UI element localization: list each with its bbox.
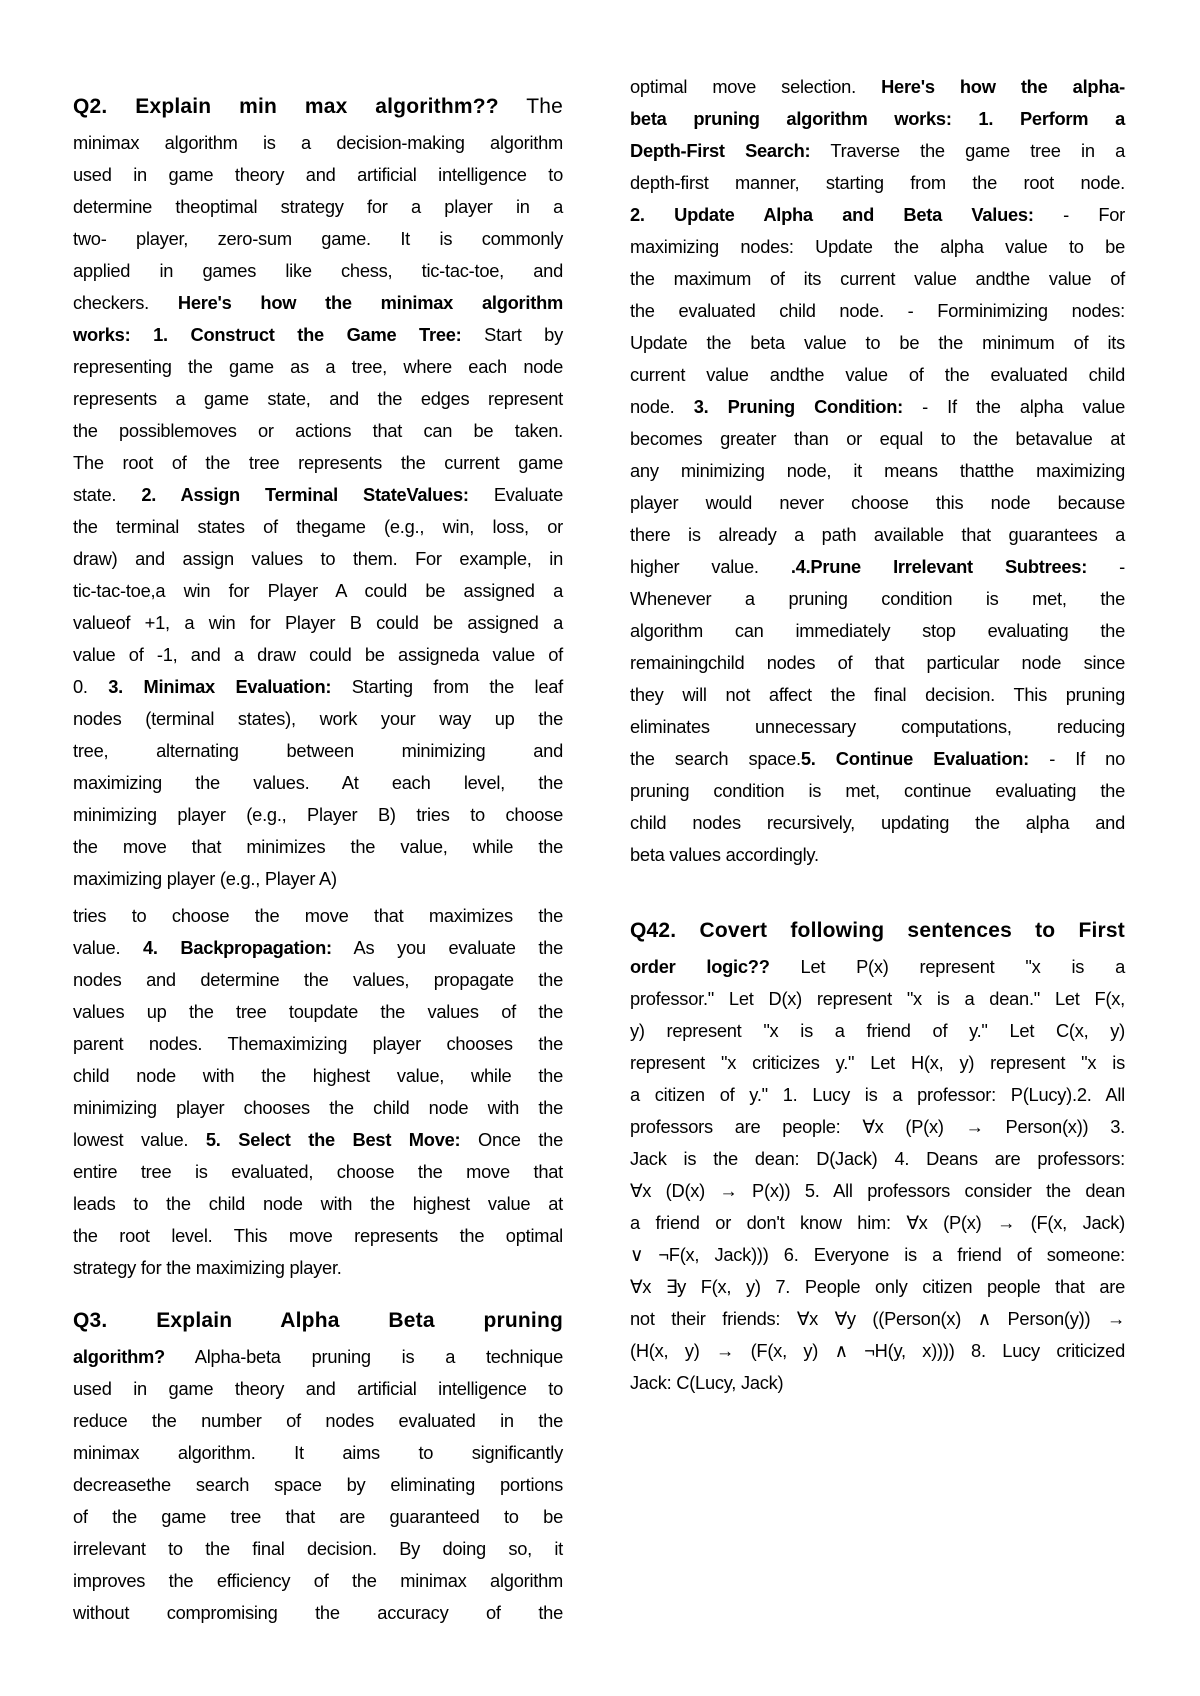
body-text: minimizing player chooses the child node with the [73,1097,563,1118]
text-line [73,575,563,607]
body-text: minimizing player (e.g., Player B) tries to choose [73,804,563,825]
bold-text: 5. Continue Evaluation: [800,748,1030,769]
body-text: The [498,95,563,118]
body-text: ∀x (D(x) → P(x)) 5. All professors consider the dean [630,1180,1125,1201]
text-line [630,199,1125,231]
body-text: a citizen of y." 1. Lucy is a professor: P(Lucy).2. All [630,1084,1125,1105]
text-line [73,223,563,255]
body-text: represent "x criticizes y." Let H(x, y) represent "x is [630,1052,1125,1073]
body-text: Alpha-beta pruning is a technique [164,1346,563,1367]
body-text: becomes greater than or equal to the betavalue at [630,428,1125,449]
body-text: professor." Let D(x) represent "x is a dean." Let F(x, [630,988,1125,1009]
body-text: eliminates unnecessary computations, reducing [630,716,1125,737]
body-text: ∨ ¬F(x, Jack))) 6. Everyone is a friend of someone: [630,1244,1125,1265]
body-text: maximizing player (e.g., Player A) [73,868,337,889]
bold-text: Q2. Explain min max algorithm?? [73,95,499,118]
bold-text: Here's how the minimax algorithm [177,292,563,313]
text-line [73,1124,563,1156]
bold-text: 2. Update Alpha and Beta Values: [630,204,1034,225]
text-line [630,583,1125,615]
body-text: (H(x, y) → (F(x, y) ∧ ¬H(y, x)))) 8. Lucy criticized [630,1340,1125,1361]
bold-text: Depth-First Search: [630,140,811,161]
body-text: node. [630,396,694,417]
text-line [630,775,1125,807]
text-line [73,767,563,799]
text-line [630,951,1125,983]
body-text: - If no [1029,748,1125,769]
text-line [73,1220,563,1252]
text-line [630,1239,1125,1271]
body-text: valueof +1, a win for Player B could be assigned a [73,612,563,633]
body-text: the evaluated child node. - Forminimizing nodes: [630,300,1125,321]
body-text: decreasethe search space by eliminating portions [73,1474,563,1495]
body-text: algorithm can immediately stop evaluating the [630,620,1125,641]
bold-text: 4. Backpropagation: [142,937,332,958]
text-line [73,511,563,543]
text-line [73,1501,563,1533]
text-line [630,359,1125,391]
q2-continuation [73,900,563,1284]
text-line [73,1060,563,1092]
text-line [630,1367,1125,1399]
body-text: pruning condition is met, continue evaluating the [630,780,1125,801]
q3-continuation [630,71,1125,871]
text-line [73,1341,563,1373]
text-line [630,487,1125,519]
body-text: any minimizing node, it means thatthe maximizing [630,460,1125,481]
bold-text: 2. Assign Terminal StateValues: [141,484,469,505]
body-text: a friend or don't know him: ∀x (P(x) → (F(x, Jack) [630,1212,1125,1233]
body-text: improves the efficiency of the minimax algorithm [73,1570,563,1591]
text-line [73,932,563,964]
body-text: the root level. This move represents the optimal [73,1225,563,1246]
text-line [73,287,563,319]
text-line [73,1373,563,1405]
text-line [73,831,563,863]
bold-text: 3. Pruning Condition: [693,396,903,417]
text-line [73,799,563,831]
body-text: Update the beta value to be the minimum of its [630,332,1125,353]
body-text: ∀x ∃y F(x, y) 7. People only citizen people that are [630,1276,1125,1297]
body-text: represents a game state, and the edges represent [73,388,563,409]
body-text: checkers. [73,292,178,313]
body-text: nodes and determine the values, propagate the [73,969,563,990]
body-text: As you evaluate the [331,937,563,958]
text-line [73,1092,563,1124]
body-text: child node with the highest value, while the [73,1065,563,1086]
text-line [630,1335,1125,1367]
body-text: used in game theory and artificial intelligence to [73,1378,563,1399]
body-text: the search space. [630,748,801,769]
text-line [73,1469,563,1501]
text-line [73,383,563,415]
text-line [630,519,1125,551]
text-line [630,455,1125,487]
text-line [630,423,1125,455]
bold-text: algorithm? [73,1346,165,1367]
text-line [73,127,563,159]
body-text: The root of the tree represents the current game [73,452,563,473]
body-text: irrelevant to the final decision. By doing so, it [73,1538,563,1559]
text-line [630,103,1125,135]
text-line [73,1437,563,1469]
bold-text: Q42. Covert following sentences to First [630,919,1125,942]
bold-text: 3. Minimax Evaluation: [108,676,332,697]
body-text: parent nodes. Themaximizing player chooses the [73,1033,563,1054]
text-line [73,255,563,287]
text-line [73,543,563,575]
body-text: the possiblemoves or actions that can be taken. [73,420,563,441]
body-text: minimax algorithm. It aims to significantly [73,1442,563,1463]
text-line [73,351,563,383]
bold-text: 5. Select the Best Move: [205,1129,461,1150]
body-text: maximizing the values. At each level, the [73,772,563,793]
body-text: of the game tree that are guaranteed to be [73,1506,563,1527]
text-line [630,1271,1125,1303]
body-text: they will not affect the final decision. This pruning [630,684,1125,705]
text-line [630,1079,1125,1111]
body-text: two- player, zero-sum game. It is commonly [73,228,563,249]
body-text: Whenever a pruning condition is met, the [630,588,1125,609]
text-line [73,1565,563,1597]
body-text: without compromising the accuracy of the [73,1602,563,1623]
body-text: Evaluate [468,484,563,505]
body-text: lowest value. [73,1129,206,1150]
body-text: determine theoptimal strategy for a player in a [73,196,563,217]
body-text: tic-tac-toe,a win for Player A could be assigned a [73,580,563,601]
body-text: - If the alpha value [902,396,1125,417]
text-line [630,231,1125,263]
text-line [630,327,1125,359]
text-line [630,1047,1125,1079]
text-line [630,711,1125,743]
body-text: strategy for the maximizing player. [73,1257,342,1278]
text-line [73,1028,563,1060]
body-text: value. [73,937,143,958]
body-text: current value andthe value of the evaluated child [630,364,1125,385]
text-line [630,167,1125,199]
body-text: reduce the number of nodes evaluated in the [73,1410,563,1431]
body-text: player would never choose this node because [630,492,1125,513]
body-text: tree, alternating between minimizing and [73,740,563,761]
body-text: the move that minimizes the value, while the [73,836,563,857]
body-text: Start by [461,324,563,345]
text-line [630,679,1125,711]
bold-text: .4.Prune Irrelevant Subtrees: [790,556,1088,577]
text-line [630,743,1125,775]
body-text: - For [1033,204,1125,225]
text-line [73,607,563,639]
body-text: optimal move selection. [630,76,882,97]
body-text: applied in games like chess, tic-tac-toe, and [73,260,563,281]
body-text: draw) and assign values to them. For example, in [73,548,563,569]
text-line [630,983,1125,1015]
q3-section [73,1305,563,1629]
text-line [73,964,563,996]
body-text: 0. [73,676,109,697]
text-line [73,735,563,767]
bold-text: works: 1. Construct the Game Tree: [73,324,462,345]
bold-text: beta pruning algorithm works: 1. Perform a [630,108,1125,129]
text-line [73,1252,563,1284]
body-text: nodes (terminal states), work your way up the [73,708,563,729]
body-text: used in game theory and artificial intelligence to [73,164,563,185]
text-line [73,415,563,447]
body-text: remainingchild nodes of that particular node since [630,652,1125,673]
body-text: there is already a path available that guarantees a [630,524,1125,545]
text-line [630,135,1125,167]
question-heading-line [73,91,563,127]
question-heading-line [630,915,1125,951]
text-line [73,1533,563,1565]
body-text: child nodes recursively, updating the alpha and [630,812,1125,833]
text-line [73,639,563,671]
text-line [630,263,1125,295]
text-line [630,551,1125,583]
text-line [73,671,563,703]
text-line [73,1156,563,1188]
text-line [630,1111,1125,1143]
body-text: beta values accordingly. [630,844,819,865]
bold-text: Q3. Explain Alpha Beta pruning [73,1309,563,1332]
text-line [73,447,563,479]
text-line [630,295,1125,327]
text-line [630,1143,1125,1175]
text-line [630,391,1125,423]
body-text: y) represent "x is a friend of y." Let C(x, y) [630,1020,1125,1041]
text-line [630,647,1125,679]
bold-text: order logic?? [630,956,770,977]
body-text: Traverse the game tree in a [810,140,1125,161]
body-text: Once the [460,1129,563,1150]
text-line [73,996,563,1028]
body-text: minimax algorithm is a decision-making algorithm [73,132,563,153]
q2-section [73,91,563,895]
text-line [73,1597,563,1629]
text-line [73,159,563,191]
body-text: Starting from the leaf [331,676,563,697]
body-text: the maximum of its current value andthe value of [630,268,1125,289]
text-line [630,1207,1125,1239]
question-heading-line [73,1305,563,1341]
body-text: Jack is the dean: D(Jack) 4. Deans are professors: [630,1148,1125,1169]
text-line [73,1405,563,1437]
text-line [630,1175,1125,1207]
text-line [73,479,563,511]
body-text: entire tree is evaluated, choose the move that [73,1161,563,1182]
body-text: higher value. [630,556,791,577]
body-text: depth-first manner, starting from the root node. [630,172,1125,193]
text-line [630,839,1125,871]
body-text: leads to the child node with the highest value at [73,1193,563,1214]
text-line [73,703,563,735]
body-text: Jack: C(Lucy, Jack) [630,1372,784,1393]
q42-section [630,915,1125,1399]
body-text: representing the game as a tree, where each node [73,356,563,377]
body-text: Let P(x) represent "x is a [769,956,1125,977]
text-line [73,900,563,932]
text-line [73,191,563,223]
text-line [73,1188,563,1220]
body-text: - [1087,556,1126,577]
text-line [630,1303,1125,1335]
text-line [73,863,563,895]
body-text: tries to choose the move that maximizes the [73,905,563,926]
text-line [73,319,563,351]
body-text: value of -1, and a draw could be assigneda value of [73,644,563,665]
body-text: the terminal states of thegame (e.g., win, loss, or [73,516,563,537]
text-line [630,807,1125,839]
body-text: state. [73,484,142,505]
body-text: values up the tree toupdate the values of the [73,1001,563,1022]
bold-text: Here's how the alpha- [881,76,1126,97]
body-text: maximizing nodes: Update the alpha value to be [630,236,1125,257]
body-text: professors are people: ∀x (P(x) → Person(x)) 3. [630,1116,1125,1137]
body-text: not their friends: ∀x ∀y ((Person(x) ∧ Person(y)) → [630,1308,1125,1329]
text-line [630,71,1125,103]
text-line [630,1015,1125,1047]
text-line [630,615,1125,647]
